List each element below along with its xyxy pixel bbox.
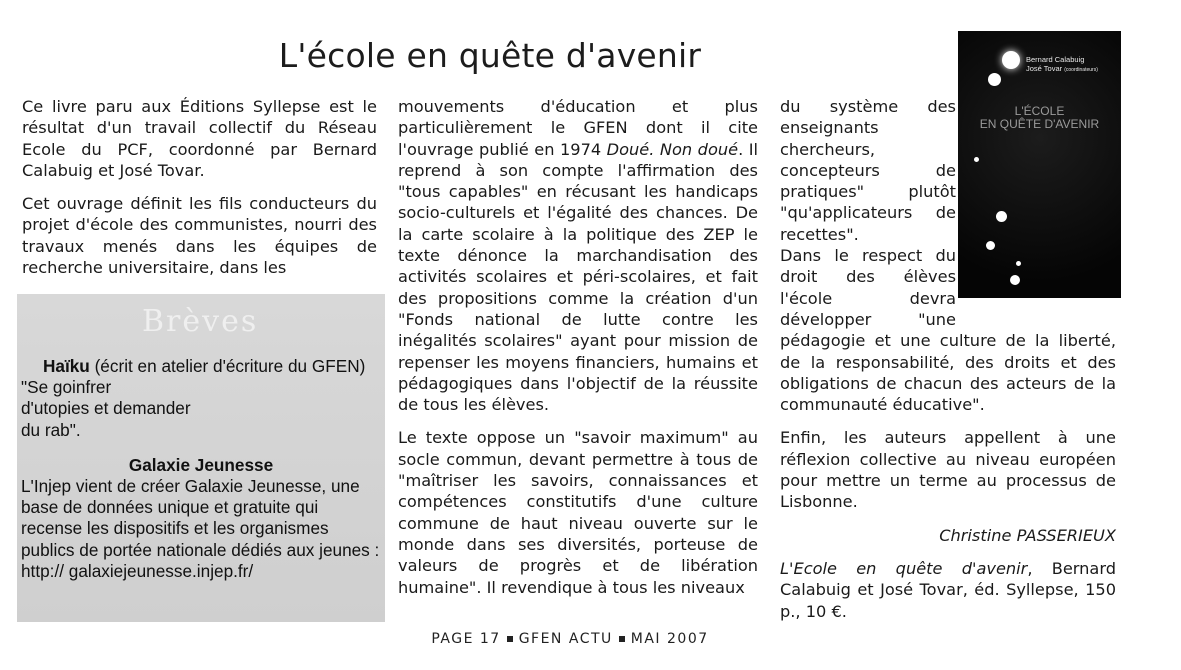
cover-authors xyxy=(1026,55,1098,75)
paragraph-text: . Il reprend à son compte l'affirmation des "tous capables" en récusant les handicaps socio-culturels et l'égalité des chances. De la carte scolaire à la politique des ZEP le texte dénonce la marchandisation des activités scolaires et péri-scolaires, et fait des propositions comme la création d'un "Fonds national de lutte contre les inégalités scolaires" ayant pour mission de repenser les moyens financiers, humains et pédagogiques dans l'objectif de la réussite de tous les élèves. xyxy=(398,139,758,415)
cover-title-line: L'ÉCOLE xyxy=(1014,104,1065,118)
cover-author xyxy=(1026,64,1098,75)
cover-title xyxy=(958,105,1121,131)
paragraph-text: mouvements d'éducation et plus particulièrement le GFEN dont il cite l'ouvrage publié en 1974 xyxy=(398,97,758,159)
cover-author-note: (coordinateurs) xyxy=(1064,67,1098,73)
issue-date: MAI 2007 xyxy=(630,631,709,647)
haiku-label: Haïku xyxy=(43,356,90,376)
book-title: Doué. Non doué xyxy=(606,139,739,159)
galaxie-text: L'Injep vient de créer Galaxie Jeunesse, une base de données unique et gratuite qui recense les dispositifs et les organismes publics de portée nationale dédiés aux jeunes : http:// galaxiejeunesse.injep.fr/ xyxy=(21,476,380,581)
book-reference-details: , Bernard Calabuig et José Tovar, éd. Syllepse, 150 p., 10 €. xyxy=(780,558,1116,621)
breves-body xyxy=(21,356,381,582)
book-reference xyxy=(780,558,1116,622)
breves-box xyxy=(17,294,385,622)
galaxie-title: Galaxie Jeunesse xyxy=(128,454,274,475)
book-cover-image xyxy=(958,31,1121,298)
paragraph: Enfin, les auteurs appellent à une réflexion collective au niveau européen pour mettre un terme au processus de Lisbonne. xyxy=(780,428,1116,512)
cover-author: Bernard Calabuig xyxy=(1026,55,1085,64)
publication-name: GFEN ACTU xyxy=(518,631,613,647)
paragraph: Le texte oppose un "savoir maximum" au socle commun, devant permettre à tous de "maîtriser les savoirs, connaissances et compétences constitutifs d'une culture commune de haut niveau ouverte sur le monde dans ses diversités, porteuse de valeurs de progrès et de libération humaine". Il revendique à tous les niveaux xyxy=(398,428,758,597)
haiku-heading xyxy=(43,356,381,377)
cover-title-line: EN QUÊTE D'AVENIR xyxy=(979,117,1100,131)
haiku-line: d'utopies et demander xyxy=(21,398,191,419)
breves-title: Brèves xyxy=(142,304,259,339)
article-column-1 xyxy=(22,96,377,290)
paragraph-text: du système des enseignants chercheurs, concepteurs de pratiques" plutôt "qu'applicateurs de recettes". xyxy=(780,97,956,244)
haiku-note: (écrit en atelier d'écriture du GFEN) xyxy=(89,356,366,376)
paragraph: Cet ouvrage définit les fils conducteurs du projet d'école des communistes, nourri des travaux menés dans les équipes de recherche universitaire, dans les xyxy=(22,194,377,278)
page-footer xyxy=(0,631,1140,647)
author-signature: Christine PASSERIEUX xyxy=(939,525,1116,545)
cover-author-name: José Tovar xyxy=(1026,64,1063,73)
square-bullet-icon xyxy=(507,636,513,642)
haiku-line: du rab". xyxy=(21,419,81,440)
page-number: PAGE 17 xyxy=(431,631,501,647)
book-reference-title: L'Ecole en quête d'avenir xyxy=(780,558,1028,578)
paragraph: Dans le respect du droit des élèves l'école devra développer "une pédagogie et une culture de la liberté, de la responsabilité, des droits et des obligations de chacun des acteurs de la communauté éducative". xyxy=(780,246,1116,415)
paragraph xyxy=(398,96,758,415)
haiku-line: "Se goinfrer xyxy=(21,377,112,398)
article-title: L'école en quête d'avenir xyxy=(278,36,702,75)
article-column-2 xyxy=(398,96,758,610)
square-bullet-icon xyxy=(619,636,625,642)
paragraph: Ce livre paru aux Éditions Syllepse est le résultat d'un travail collectif du Réseau Ecole du PCF, coordonné par Bernard Calabuig et José Tovar. xyxy=(22,97,377,180)
